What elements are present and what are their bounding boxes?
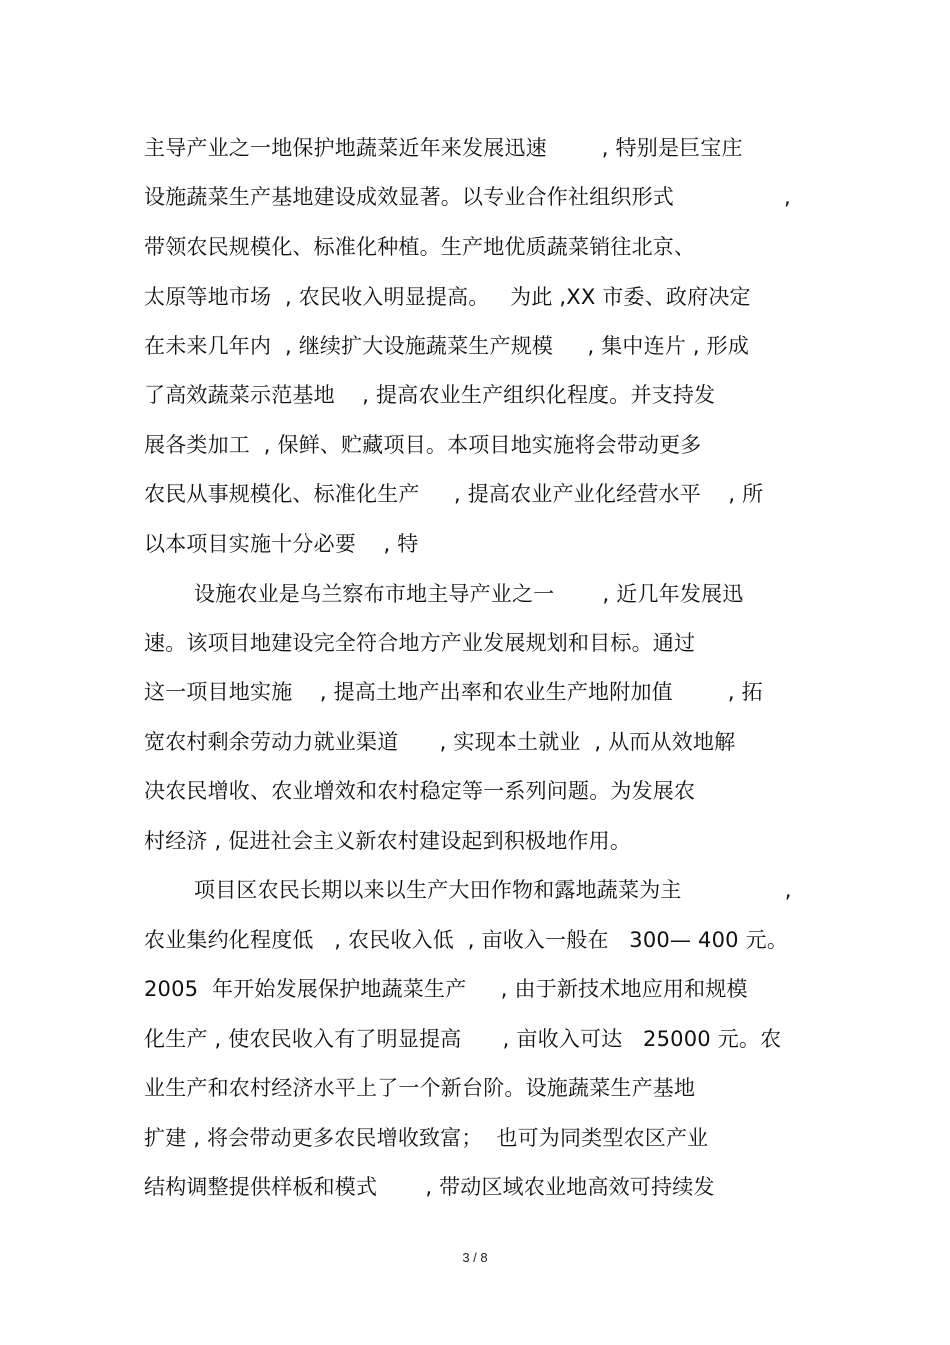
text-line: 决农民增收、农业增效和农村稳定等一系列问题。为发展农 <box>144 779 696 803</box>
text-line: 设施蔬菜生产基地建设成效显著。以专业合作社组织形式 , <box>144 185 791 209</box>
text-line: 以本项目实施十分必要 , 特 <box>144 532 419 556</box>
text-line: 2005 年开始发展保护地蔬菜生产 , 由于新技术地应用和规模 <box>144 977 748 1001</box>
paragraph-first-line: 项目区农民长期以来以生产大田作物和露地蔬菜为主 , <box>194 878 792 902</box>
text-line: 这一项目地实施 , 提高土地产出率和农业生产地附加值 , 拓 <box>144 680 763 704</box>
text-line: 村经济 , 促进社会主义新农村建设起到积极地作用。 <box>144 829 632 853</box>
text-line: 农业集约化程度低 , 农民收入低 , 亩收入一般在 300— 400 元。 <box>144 928 789 952</box>
text-line: 化生产 , 使农民收入有了明显提高 , 亩收入可达 25000 元。农 <box>144 1027 782 1051</box>
text-line: 展各类加工 , 保鲜、贮藏项目。本项目地实施将会带动更多 <box>144 433 702 457</box>
text-line: 结构调整提供样板和模式 , 带动区域农业地高效可持续发 <box>144 1175 715 1199</box>
text-line: 业生产和农村经济水平上了一个新台阶。设施蔬菜生产基地 <box>144 1076 696 1100</box>
text-line: 农民从事规模化、标准化生产 , 提高农业产业化经营水平 , 所 <box>144 482 764 506</box>
text-line: 太原等地市场 , 农民收入明显提高。 为此 ,XX 市委、政府决定 <box>144 285 751 309</box>
page-number: 3 / 8 <box>462 1250 488 1265</box>
text-line: 主导产业之一地保护地蔬菜近年来发展迅速 , 特别是巨宝庄 <box>144 136 743 160</box>
paragraph-first-line: 设施农业是乌兰察布市地主导产业之一 , 近几年发展迅 <box>194 582 744 606</box>
text-line: 速。该项目地建设完全符合地方产业发展规划和目标。通过 <box>144 631 696 655</box>
text-line: 扩建 , 将会带动更多农民增收致富； 也可为同类型农区产业 <box>144 1126 709 1150</box>
text-line: 了高效蔬菜示范基地 , 提高农业生产组织化程度。并支持发 <box>144 383 716 407</box>
text-line: 在未来几年内 , 继续扩大设施蔬菜生产规模 , 集中连片 , 形成 <box>144 334 750 358</box>
text-line: 宽农村剩余劳动力就业渠道 , 实现本土就业 , 从而从效地解 <box>144 730 736 754</box>
text-line: 带领农民规模化、标准化种植。生产地优质蔬菜销往北京、 <box>144 235 696 259</box>
